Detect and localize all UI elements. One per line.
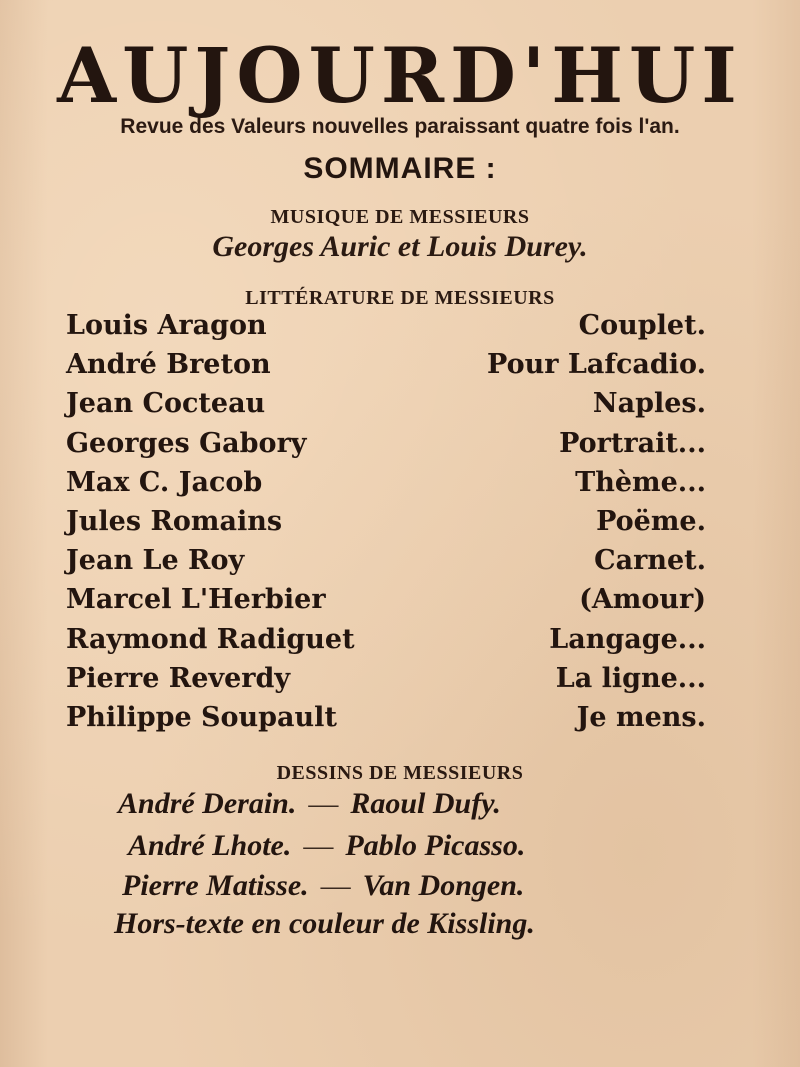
- work-title: Portrait...: [559, 427, 706, 459]
- artist-name: André Derain.: [118, 787, 297, 820]
- magazine-subtitle: Revue des Valeurs nouvelles paraissant quatre fois l'an.: [120, 115, 680, 138]
- author-name: Louis Aragon: [66, 310, 267, 341]
- literature-list: [66, 310, 706, 741]
- author-name: Philippe Soupault: [66, 701, 337, 733]
- work-title: Naples.: [592, 388, 706, 420]
- list-item: [66, 467, 706, 506]
- list-item: [66, 349, 706, 388]
- drawings-section-heading: DESSINS DE MESSIEURS: [276, 762, 524, 784]
- artist-name: Pablo Picasso.: [345, 829, 526, 862]
- drawings-line: [128, 829, 525, 863]
- author-name: Pierre Reverdy: [66, 662, 291, 694]
- artist-name: André Lhote.: [128, 829, 292, 862]
- author-name: Raymond Radiguet: [66, 623, 355, 655]
- author-name: Jules Romains: [66, 505, 283, 537]
- list-item: [66, 584, 706, 623]
- list-item: [66, 428, 706, 467]
- music-composers: Georges Auric et Louis Durey.: [212, 230, 588, 263]
- work-title: Couplet.: [578, 310, 706, 341]
- magazine-title: AUJOURD'HUI: [57, 31, 743, 120]
- work-title: Je mens.: [576, 701, 706, 733]
- list-item: [66, 388, 706, 427]
- separator-dash: —: [308, 787, 339, 820]
- contents-heading: SOMMAIRE :: [303, 152, 497, 185]
- author-name: Jean Cocteau: [66, 388, 266, 420]
- work-title: Pour Lafcadio.: [487, 349, 706, 381]
- literature-section-heading: LITTÉRATURE DE MESSIEURS: [245, 287, 555, 309]
- work-title: (Amour): [579, 584, 706, 616]
- artist-name: Van Dongen.: [362, 869, 525, 902]
- author-name: Max C. Jacob: [66, 466, 263, 498]
- list-item: [66, 702, 706, 741]
- drawings-line: [122, 869, 524, 903]
- list-item: [66, 663, 706, 702]
- separator-dash: —: [320, 869, 351, 902]
- artist-name: Raoul Dufy.: [350, 787, 501, 820]
- music-section-heading: MUSIQUE DE MESSIEURS: [270, 206, 530, 228]
- list-item: [66, 310, 706, 349]
- work-title: Carnet.: [594, 545, 706, 577]
- list-item: [66, 624, 706, 663]
- work-title: Thème...: [575, 466, 706, 498]
- hors-texte-line: Hors-texte en couleur de Kissling.: [114, 907, 535, 940]
- author-name: Jean Le Roy: [66, 545, 245, 577]
- list-item: [66, 506, 706, 545]
- work-title: La ligne...: [555, 662, 706, 694]
- drawings-line: [118, 787, 501, 821]
- list-item: [66, 545, 706, 584]
- work-title: Poëme.: [596, 505, 706, 537]
- author-name: André Breton: [66, 349, 271, 381]
- author-name: Georges Gabory: [66, 427, 307, 459]
- artist-name: Pierre Matisse.: [122, 869, 309, 902]
- author-name: Marcel L'Herbier: [66, 584, 326, 616]
- separator-dash: —: [303, 829, 334, 862]
- work-title: Langage...: [549, 623, 706, 655]
